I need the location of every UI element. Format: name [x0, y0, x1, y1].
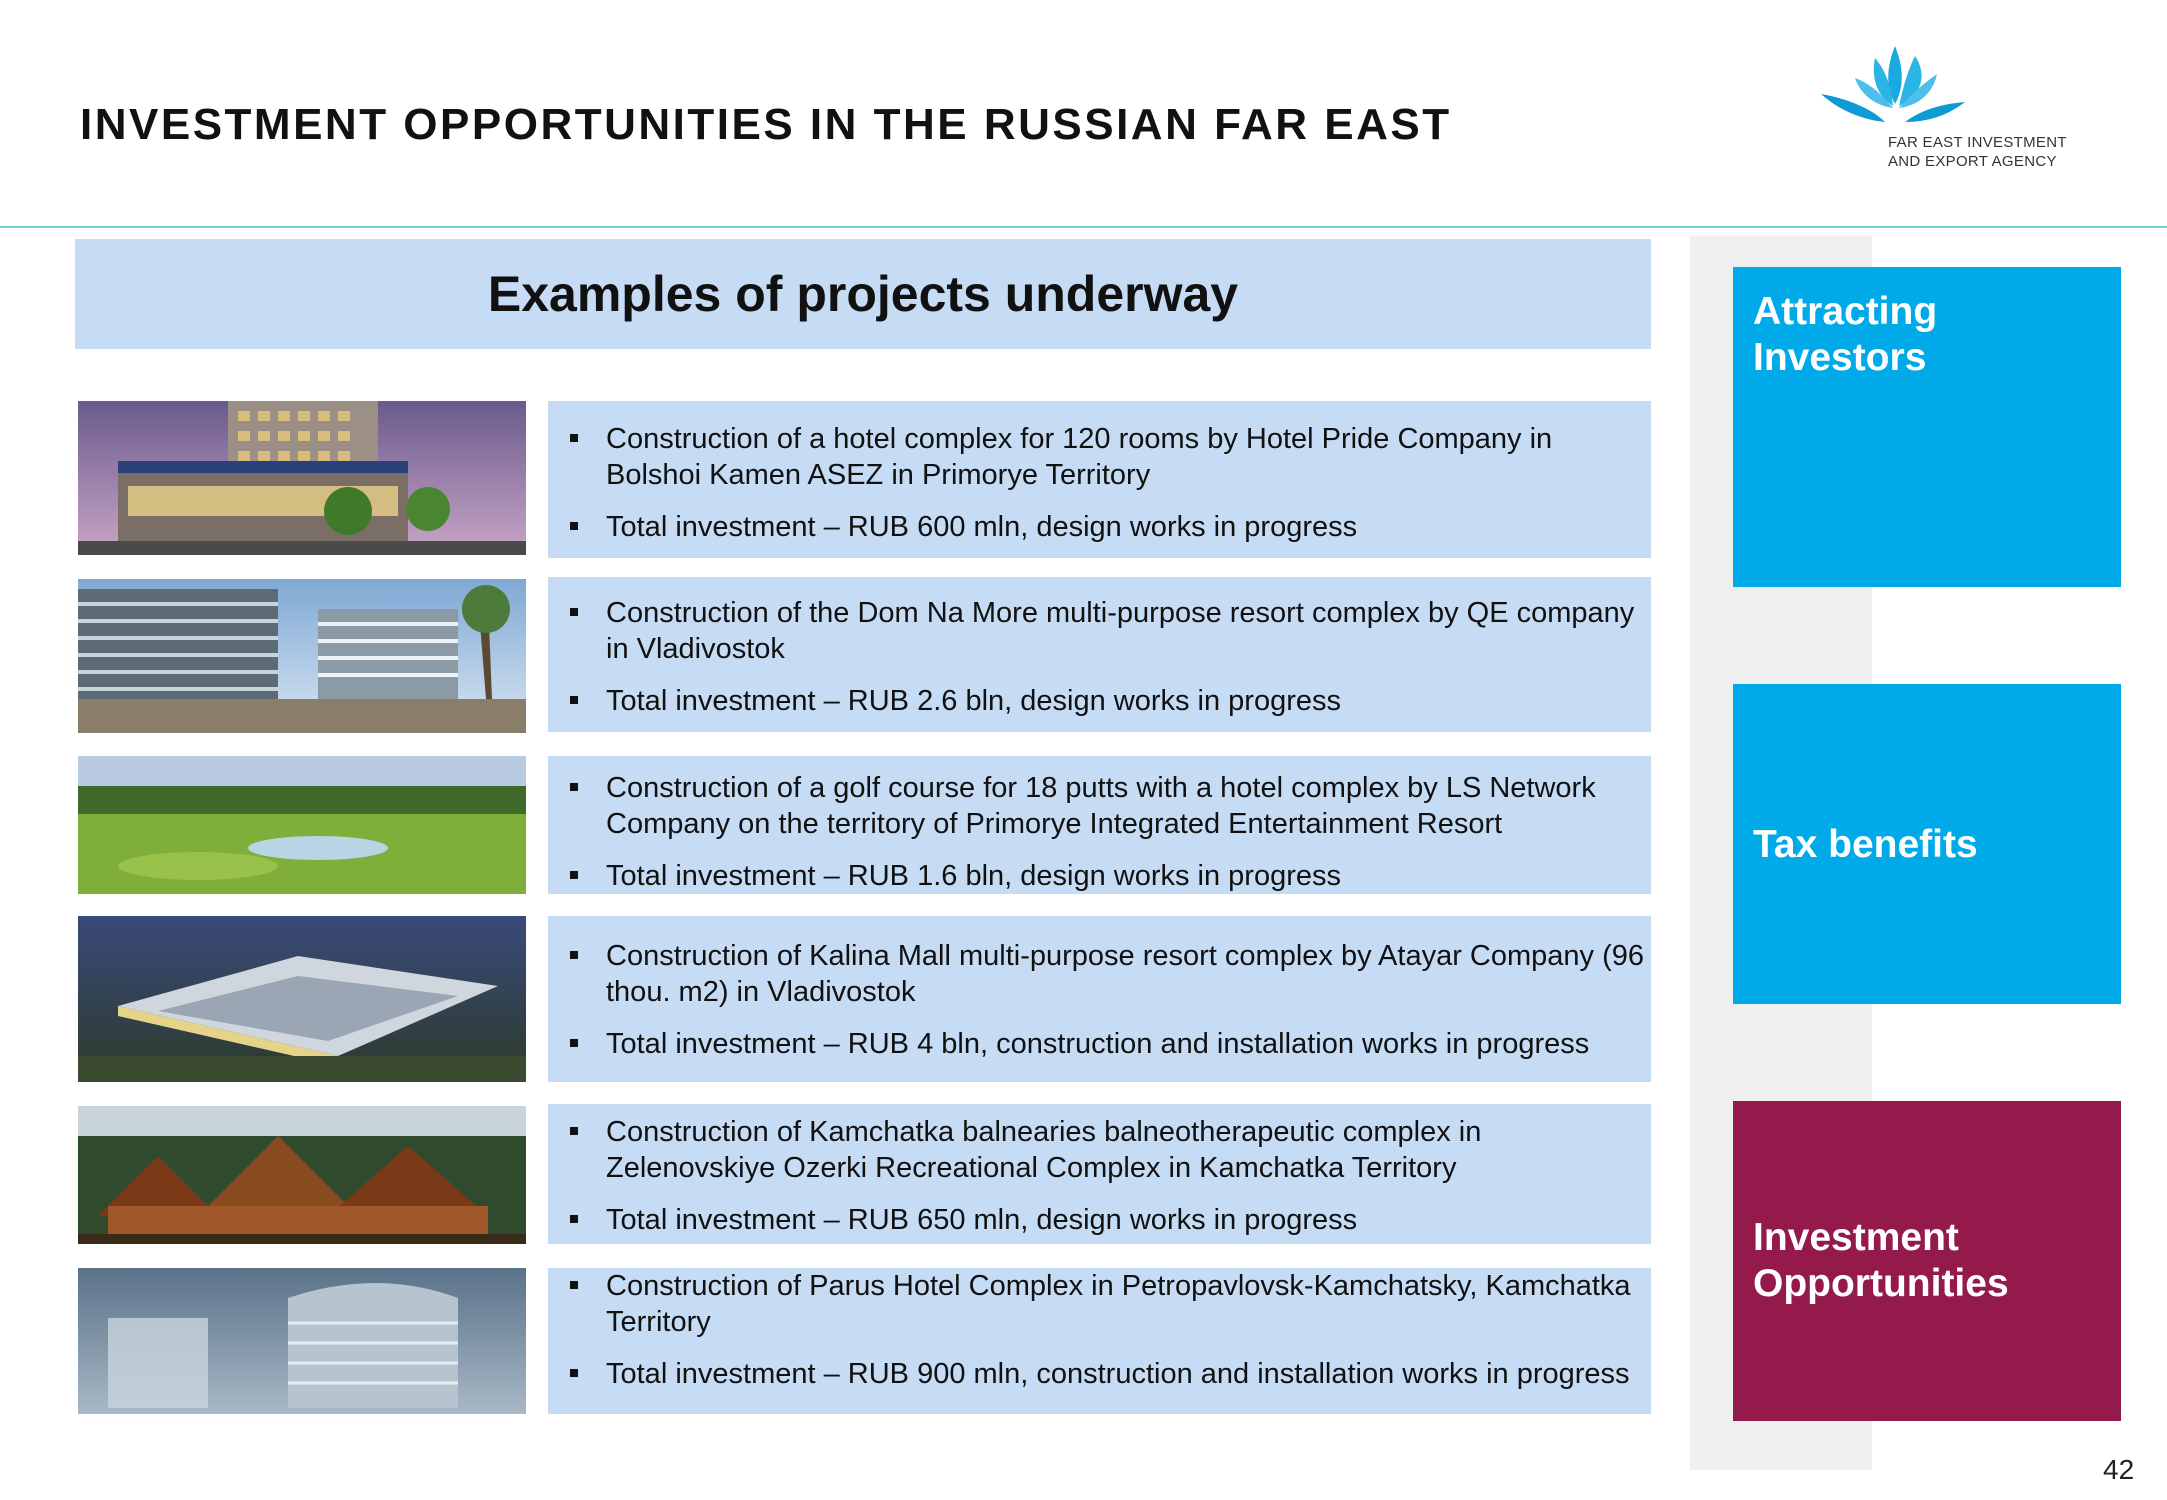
bullet-text: Total investment – RUB 650 mln, design works in progress [606, 1204, 1358, 1236]
bullet-icon [570, 696, 578, 704]
kalina-mall-photo [78, 916, 526, 1082]
bullet-text: Construction of the Dom Na More multi-purpose resort complex by QE company in Vladivostok [606, 597, 1635, 665]
project-text-box [548, 756, 1651, 894]
dom-na-more-photo [78, 579, 526, 733]
sidebar-item-label: Opportunities [1753, 1262, 2009, 1305]
bullet-icon [570, 951, 578, 959]
bullet-text: Construction of a golf course for 18 putts with a hotel complex by LS Network Company on the territory of Primorye Integrated Entertainment Resort [606, 772, 1596, 840]
logo-text: FAR EAST INVESTMENT AND EXPORT AGENCY [1888, 134, 2067, 170]
sidebar-item-tax-benefits[interactable] [1733, 684, 2121, 1004]
bullet-icon [570, 783, 578, 791]
project-bullet [548, 1026, 1651, 1062]
golf-course-photo [78, 756, 526, 894]
bullet-text: Construction of a hotel complex for 120 rooms by Hotel Pride Company in Bolshoi Kamen ASEZ in Primorye Territory [606, 423, 1553, 491]
section-title: Examples of projects underway [487, 266, 1239, 322]
page-number: 42 [2103, 1454, 2135, 1485]
agency-logo [1815, 38, 2075, 178]
sidebar-item-attracting-investors[interactable] [1733, 267, 2121, 587]
header-divider [0, 226, 2167, 228]
sidebar-item-label: Investment [1753, 1216, 1959, 1259]
project-bullet [548, 421, 1651, 493]
lotus-logo-icon [1815, 38, 1975, 138]
project-bullet [548, 938, 1651, 1010]
bullet-icon [570, 1039, 578, 1047]
bullet-text: Construction of Kamchatka balnearies balneotherapeutic complex in Zelenovskiye Ozerki Recreational Complex in Kamchatka Territory [606, 1116, 1482, 1184]
sidebar-item-label: Attracting [1753, 290, 1938, 333]
bullet-text: Total investment – RUB 900 mln, construction and installation works in progress [606, 1358, 1630, 1390]
section-banner [75, 239, 1651, 349]
parus-hotel-photo [78, 1268, 526, 1414]
project-bullet [548, 1114, 1651, 1186]
project-bullet [548, 683, 1651, 719]
page-title: INVESTMENT OPPORTUNITIES IN THE RUSSIAN FAR EAST [80, 100, 1452, 149]
bullet-text: Total investment – RUB 600 mln, design works in progress [606, 511, 1358, 543]
sidebar-item-label: Investors [1753, 336, 1927, 379]
bullet-text: Total investment – RUB 2.6 bln, design works in progress [606, 685, 1342, 717]
bullet-icon [570, 1369, 578, 1377]
bullet-icon [570, 871, 578, 879]
project-bullet [548, 509, 1651, 545]
sidebar-item-label: Tax benefits [1753, 823, 1978, 866]
kamchatka-balnearies-photo [78, 1106, 526, 1244]
bullet-icon [570, 1127, 578, 1135]
project-bullet [548, 1356, 1651, 1392]
bullet-text: Construction of Kalina Mall multi-purpose resort complex by Atayar Company (96 thou. m2) in Vladivostok [606, 940, 1645, 1008]
project-text-box [548, 401, 1651, 558]
project-bullet [548, 770, 1651, 842]
bullet-icon [570, 1215, 578, 1223]
project-bullet [548, 858, 1651, 894]
project-bullet [548, 1202, 1651, 1238]
bullet-text: Construction of Parus Hotel Complex in Petropavlovsk-Kamchatsky, Kamchatka Territory [606, 1270, 1631, 1338]
project-text-box [548, 1268, 1651, 1414]
project-text-box [548, 1104, 1651, 1244]
bullet-icon [570, 1281, 578, 1289]
project-bullet [548, 1268, 1651, 1340]
bullet-text: Total investment – RUB 4 bln, construction and installation works in progress [606, 1028, 1590, 1060]
bullet-icon [570, 522, 578, 530]
bullet-text: Total investment – RUB 1.6 bln, design works in progress [606, 860, 1342, 892]
bullet-icon [570, 434, 578, 442]
project-text-box [548, 916, 1651, 1082]
bullet-icon [570, 608, 578, 616]
project-text-box [548, 577, 1651, 732]
hotel-pride-photo [78, 401, 526, 555]
sidebar-item-investment-opportunities[interactable] [1733, 1101, 2121, 1421]
project-bullet [548, 595, 1651, 667]
